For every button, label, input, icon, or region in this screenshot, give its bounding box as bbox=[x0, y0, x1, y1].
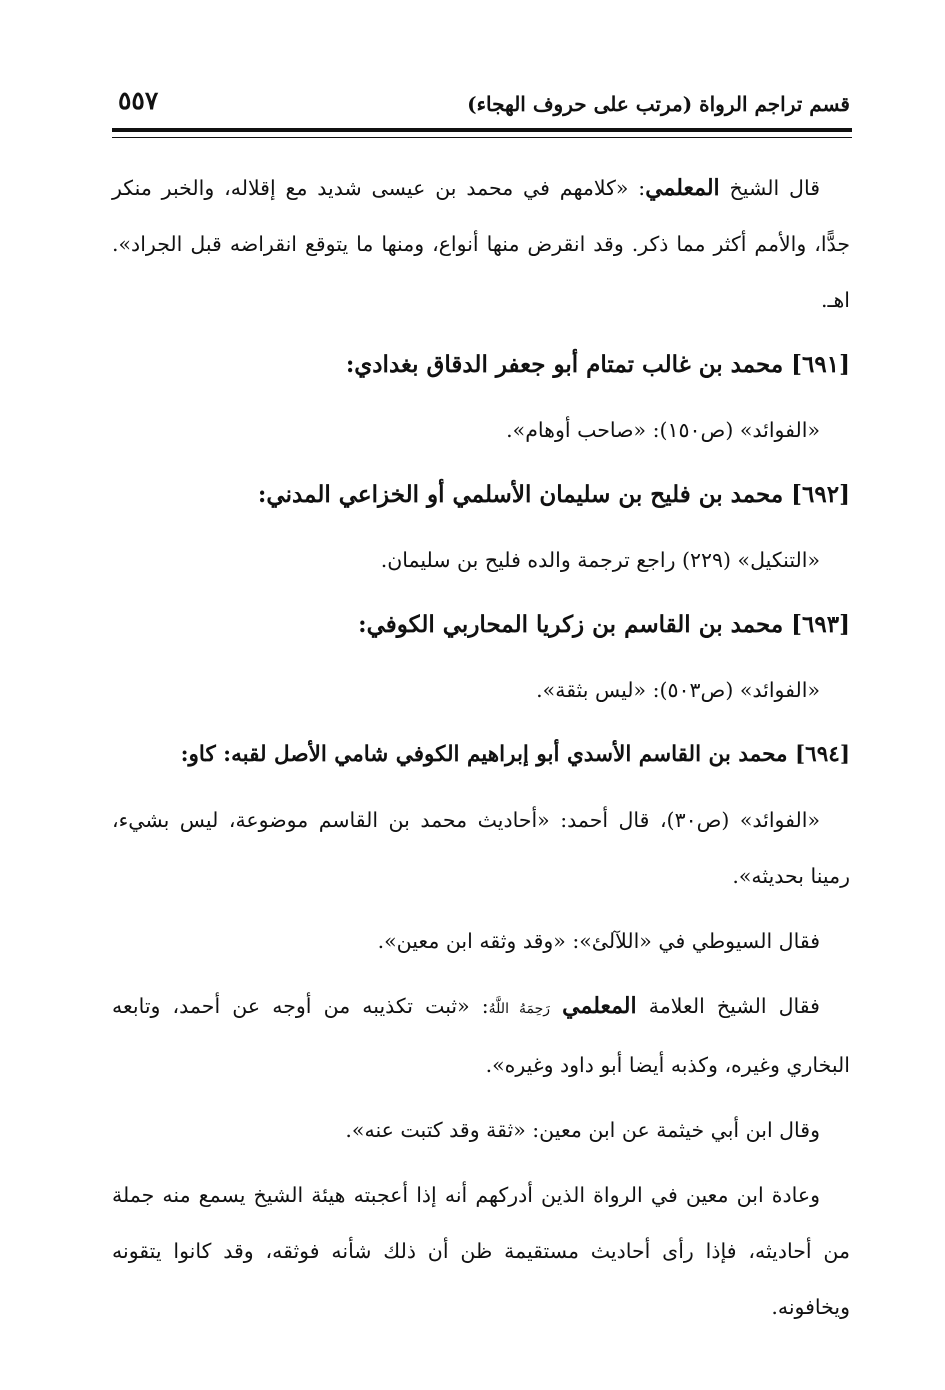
paragraph: وعادة ابن معين في الرواة الذين أدركهم أنه إذا أعجبته هيئة الشيخ يسمع منه جملة من أحاديثه، فإذا رأى أحاديث مستقيمة ظن أن ذلك شأنه فوثقه، وقد كانوا يتقونه ويخافونه. bbox=[112, 1183, 850, 1319]
page-header bbox=[110, 86, 850, 126]
paragraph-text: فقال الشيخ العلامة bbox=[636, 994, 820, 1018]
honorific-phrase: رَحِمَهُ اللَّهُ bbox=[488, 1001, 551, 1017]
author-name: المعلمي bbox=[562, 993, 637, 1019]
page-number: ٥٥٧ bbox=[118, 86, 159, 115]
paragraph bbox=[112, 978, 850, 1093]
paragraph: «الفوائد» (ص٥٠٣): «ليس بثقة». bbox=[536, 678, 820, 702]
header-rule-thick bbox=[112, 128, 852, 132]
paragraph bbox=[112, 160, 850, 328]
paragraph: «الفوائد» (ص١٥٠): «صاحب أوهام». bbox=[506, 418, 820, 442]
header-rule-thin bbox=[112, 137, 852, 138]
narrator-entry-heading: [٦٩٣] محمد بن القاسم بن زكريا المحاربي الكوفي: bbox=[358, 611, 850, 638]
author-name: المعلمي bbox=[645, 175, 720, 201]
narrator-entry-heading: [٦٩٤] محمد بن القاسم الأسدي أبو إبراهيم الكوفي شامي الأصل لقبه: كاو: bbox=[180, 742, 850, 767]
paragraph-text: : «كلامهم في محمد بن عيسى شديد مع إقلاله، والخبر منكر جدًّا، والأمم أكثر مما ذكر. وقد انقرض منها أنواع، ومنها ما يتوقع انقراضه قبل الجراد». اهـ. bbox=[112, 176, 850, 312]
paragraph-text: : «ثبت تكذيبه من أوجه عن أحمد، وتابعه البخاري وغيره، وكذبه أيضا أبو داود وغيره». bbox=[112, 994, 850, 1077]
narrator-entry-heading: [٦٩١] محمد بن غالب تمتام أبو جعفر الدقاق بغدادي: bbox=[345, 351, 850, 378]
paragraph: فقال السيوطي في «اللآلئ»: «وقد وثقه ابن معين». bbox=[377, 929, 820, 953]
running-title: قسم تراجم الرواة (مرتب على حروف الهجاء) bbox=[467, 92, 850, 116]
main-text bbox=[112, 160, 850, 1344]
narrator-entry-heading: [٦٩٢] محمد بن فليح بن سليمان الأسلمي أو الخزاعي المدني: bbox=[257, 481, 850, 508]
paragraph: «التنكيل» (٢٢٩) راجع ترجمة والده فليح بن سليمان. bbox=[380, 548, 820, 572]
paragraph-text: قال الشيخ bbox=[719, 176, 820, 200]
paragraph: «الفوائد» (ص٣٠)، قال أحمد: «أحاديث محمد بن القاسم موضوعة، ليس بشيء، رمينا بحديثه». bbox=[112, 808, 850, 888]
paragraph: وقال ابن أبي خيثمة عن ابن معين: «ثقة وقد كتبت عنه». bbox=[345, 1118, 820, 1142]
